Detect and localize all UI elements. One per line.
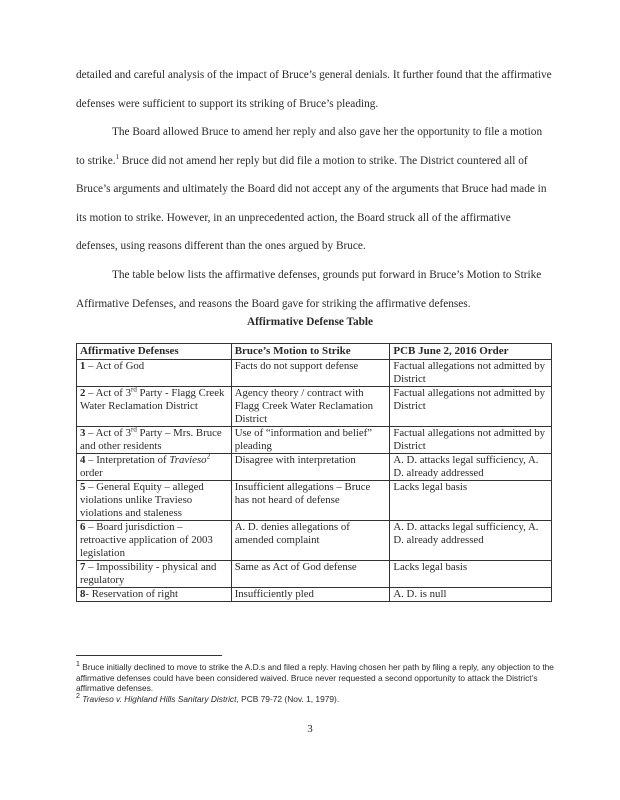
table-row xyxy=(77,387,552,427)
table-row xyxy=(77,481,552,521)
motion-cell: Same as Act of God defense xyxy=(231,561,390,588)
table-row xyxy=(77,360,552,387)
footnote-1-marker: 1 xyxy=(76,661,80,669)
defense-cell xyxy=(77,454,232,481)
footnote-1 xyxy=(76,662,556,694)
defense-cell xyxy=(77,521,232,561)
defense-text: Act of 3 xyxy=(95,427,131,439)
defense-text: Party – Mrs. Bruce and other residents xyxy=(80,427,222,452)
defense-text: Act of God xyxy=(95,360,145,372)
defense-text: Board jurisdiction – retroactive application of 2003 legislation xyxy=(80,521,213,559)
table-row xyxy=(77,521,552,561)
header-affirmative-defenses: Affirmative Defenses xyxy=(77,344,232,360)
order-cell: Lacks legal basis xyxy=(390,481,552,521)
defense-cell xyxy=(77,588,232,602)
defense-cell xyxy=(77,427,232,454)
defense-cell xyxy=(77,561,232,588)
ordinal-suffix: rd xyxy=(131,425,137,434)
footnote-2-text: , PCB 79-72 (Nov. 1, 1979). xyxy=(236,693,340,704)
order-cell: A. D. is null xyxy=(390,588,552,602)
motion-cell: Disagree with interpretation xyxy=(231,454,390,481)
defense-cell xyxy=(77,481,232,521)
footnote-2 xyxy=(76,694,556,705)
footnote-2-marker: 2 xyxy=(76,692,80,700)
defense-number: 4 xyxy=(80,454,86,466)
defense-separator: – xyxy=(85,427,96,439)
defense-text: Reservation of right xyxy=(91,588,179,600)
defense-text: General Equity – alleged violations unlike Travieso violations and staleness xyxy=(80,481,204,519)
order-cell: Factual allegations not admitted by District xyxy=(390,427,552,454)
footnotes xyxy=(76,662,556,704)
defense-text: Party - Flagg Creek Water Reclamation District xyxy=(80,387,225,412)
table-row xyxy=(77,454,552,481)
table-row xyxy=(77,561,552,588)
defense-number: 6 xyxy=(80,521,86,533)
order-cell: Factual allegations not admitted by District xyxy=(390,360,552,387)
order-cell: A. D. attacks legal sufficiency, A. D. already addressed xyxy=(390,454,552,481)
table-row xyxy=(77,588,552,602)
defense-number: 7 xyxy=(80,561,86,573)
motion-cell: Use of “information and belief” pleading xyxy=(231,427,390,454)
paragraph-2 xyxy=(76,118,552,261)
defense-separator: – xyxy=(85,561,97,573)
header-bruces-motion: Bruce’s Motion to Strike xyxy=(231,344,390,360)
footnote-ref-2[interactable]: 2 xyxy=(206,452,211,461)
defense-text: Interpretation of xyxy=(96,454,170,466)
defense-separator: – xyxy=(85,481,97,493)
defense-number: 5 xyxy=(80,481,86,493)
defense-text: Impossibility - physical and regulatory xyxy=(80,561,217,586)
ordinal-suffix: rd xyxy=(131,385,137,394)
motion-cell: Insufficiently pled xyxy=(231,588,390,602)
affirmative-defense-table xyxy=(76,343,552,602)
table-title: Affirmative Defense Table xyxy=(246,316,374,328)
header-pcb-order: PCB June 2, 2016 Order xyxy=(390,344,552,360)
paragraph-1: detailed and careful analysis of the impact of Bruce’s general denials. It further found that the affirmative defenses were sufficient to support its striking of Bruce’s pleading. xyxy=(76,69,552,110)
defense-text: Act of 3 xyxy=(95,387,131,399)
defense-separator: – xyxy=(85,454,97,466)
defense-number: 1 xyxy=(80,360,86,372)
footnote-divider xyxy=(76,655,222,656)
motion-cell: Agency theory / contract with Flagg Creek Water Reclamation District xyxy=(231,387,390,427)
footnote-1-text: Bruce initially declined to move to strike the A.D.s and filed a reply. Having chosen her path by filing a reply, any objection to the affirmative defenses could have been considered waived. Bruce never requested a second opportunity to attack the District’s affirmative defenses. xyxy=(76,662,554,694)
case-name: Travieso xyxy=(169,454,207,466)
paragraph-2-text-a: The Board allowed Bruce to amend her reply and also gave her the opportunity to file a motion to strike. xyxy=(76,126,543,167)
footnote-2-case-name: Travieso v. Highland Hills Sanitary District xyxy=(82,693,237,704)
motion-cell: A. D. denies allegations of amended complaint xyxy=(231,521,390,561)
defense-cell xyxy=(77,360,232,387)
order-cell: Factual allegations not admitted by District xyxy=(390,387,552,427)
paragraph-3: The table below lists the affirmative defenses, grounds put forward in Bruce’s Motion to Strike Affirmative Defenses, and reasons the Board gave for striking the affirmative defenses. xyxy=(76,269,542,310)
motion-cell: Facts do not support defense xyxy=(231,360,390,387)
motion-cell: Insufficient allegations – Bruce has not heard of defense xyxy=(231,481,390,521)
footnote-ref-1[interactable]: 1 xyxy=(115,152,120,161)
order-cell: Lacks legal basis xyxy=(390,561,552,588)
defense-separator: – xyxy=(85,387,96,399)
table-row xyxy=(77,427,552,454)
paragraph-2-text-b: Bruce did not amend her reply but did file a motion to strike. The District countered all of Bruce’s arguments and ultimately the Board did not accept any of the arguments that Bruce had made in its motion to strike. However, in an unprecedented action, the Board struck all of the affirmative defenses, using reasons different than the ones argued by Bruce. xyxy=(76,154,547,252)
table-header-row xyxy=(77,344,552,360)
defense-text: order xyxy=(80,467,103,479)
defense-separator: - xyxy=(85,588,92,600)
defense-cell xyxy=(77,387,232,427)
page-number: 3 xyxy=(307,723,313,735)
defense-number: 3 xyxy=(80,427,86,439)
defense-separator: – xyxy=(85,521,97,533)
order-cell: A. D. attacks legal sufficiency, A. D. already addressed xyxy=(390,521,552,561)
defense-separator: – xyxy=(85,360,96,372)
defense-number: 2 xyxy=(80,387,86,399)
defense-number: 8 xyxy=(80,588,86,600)
